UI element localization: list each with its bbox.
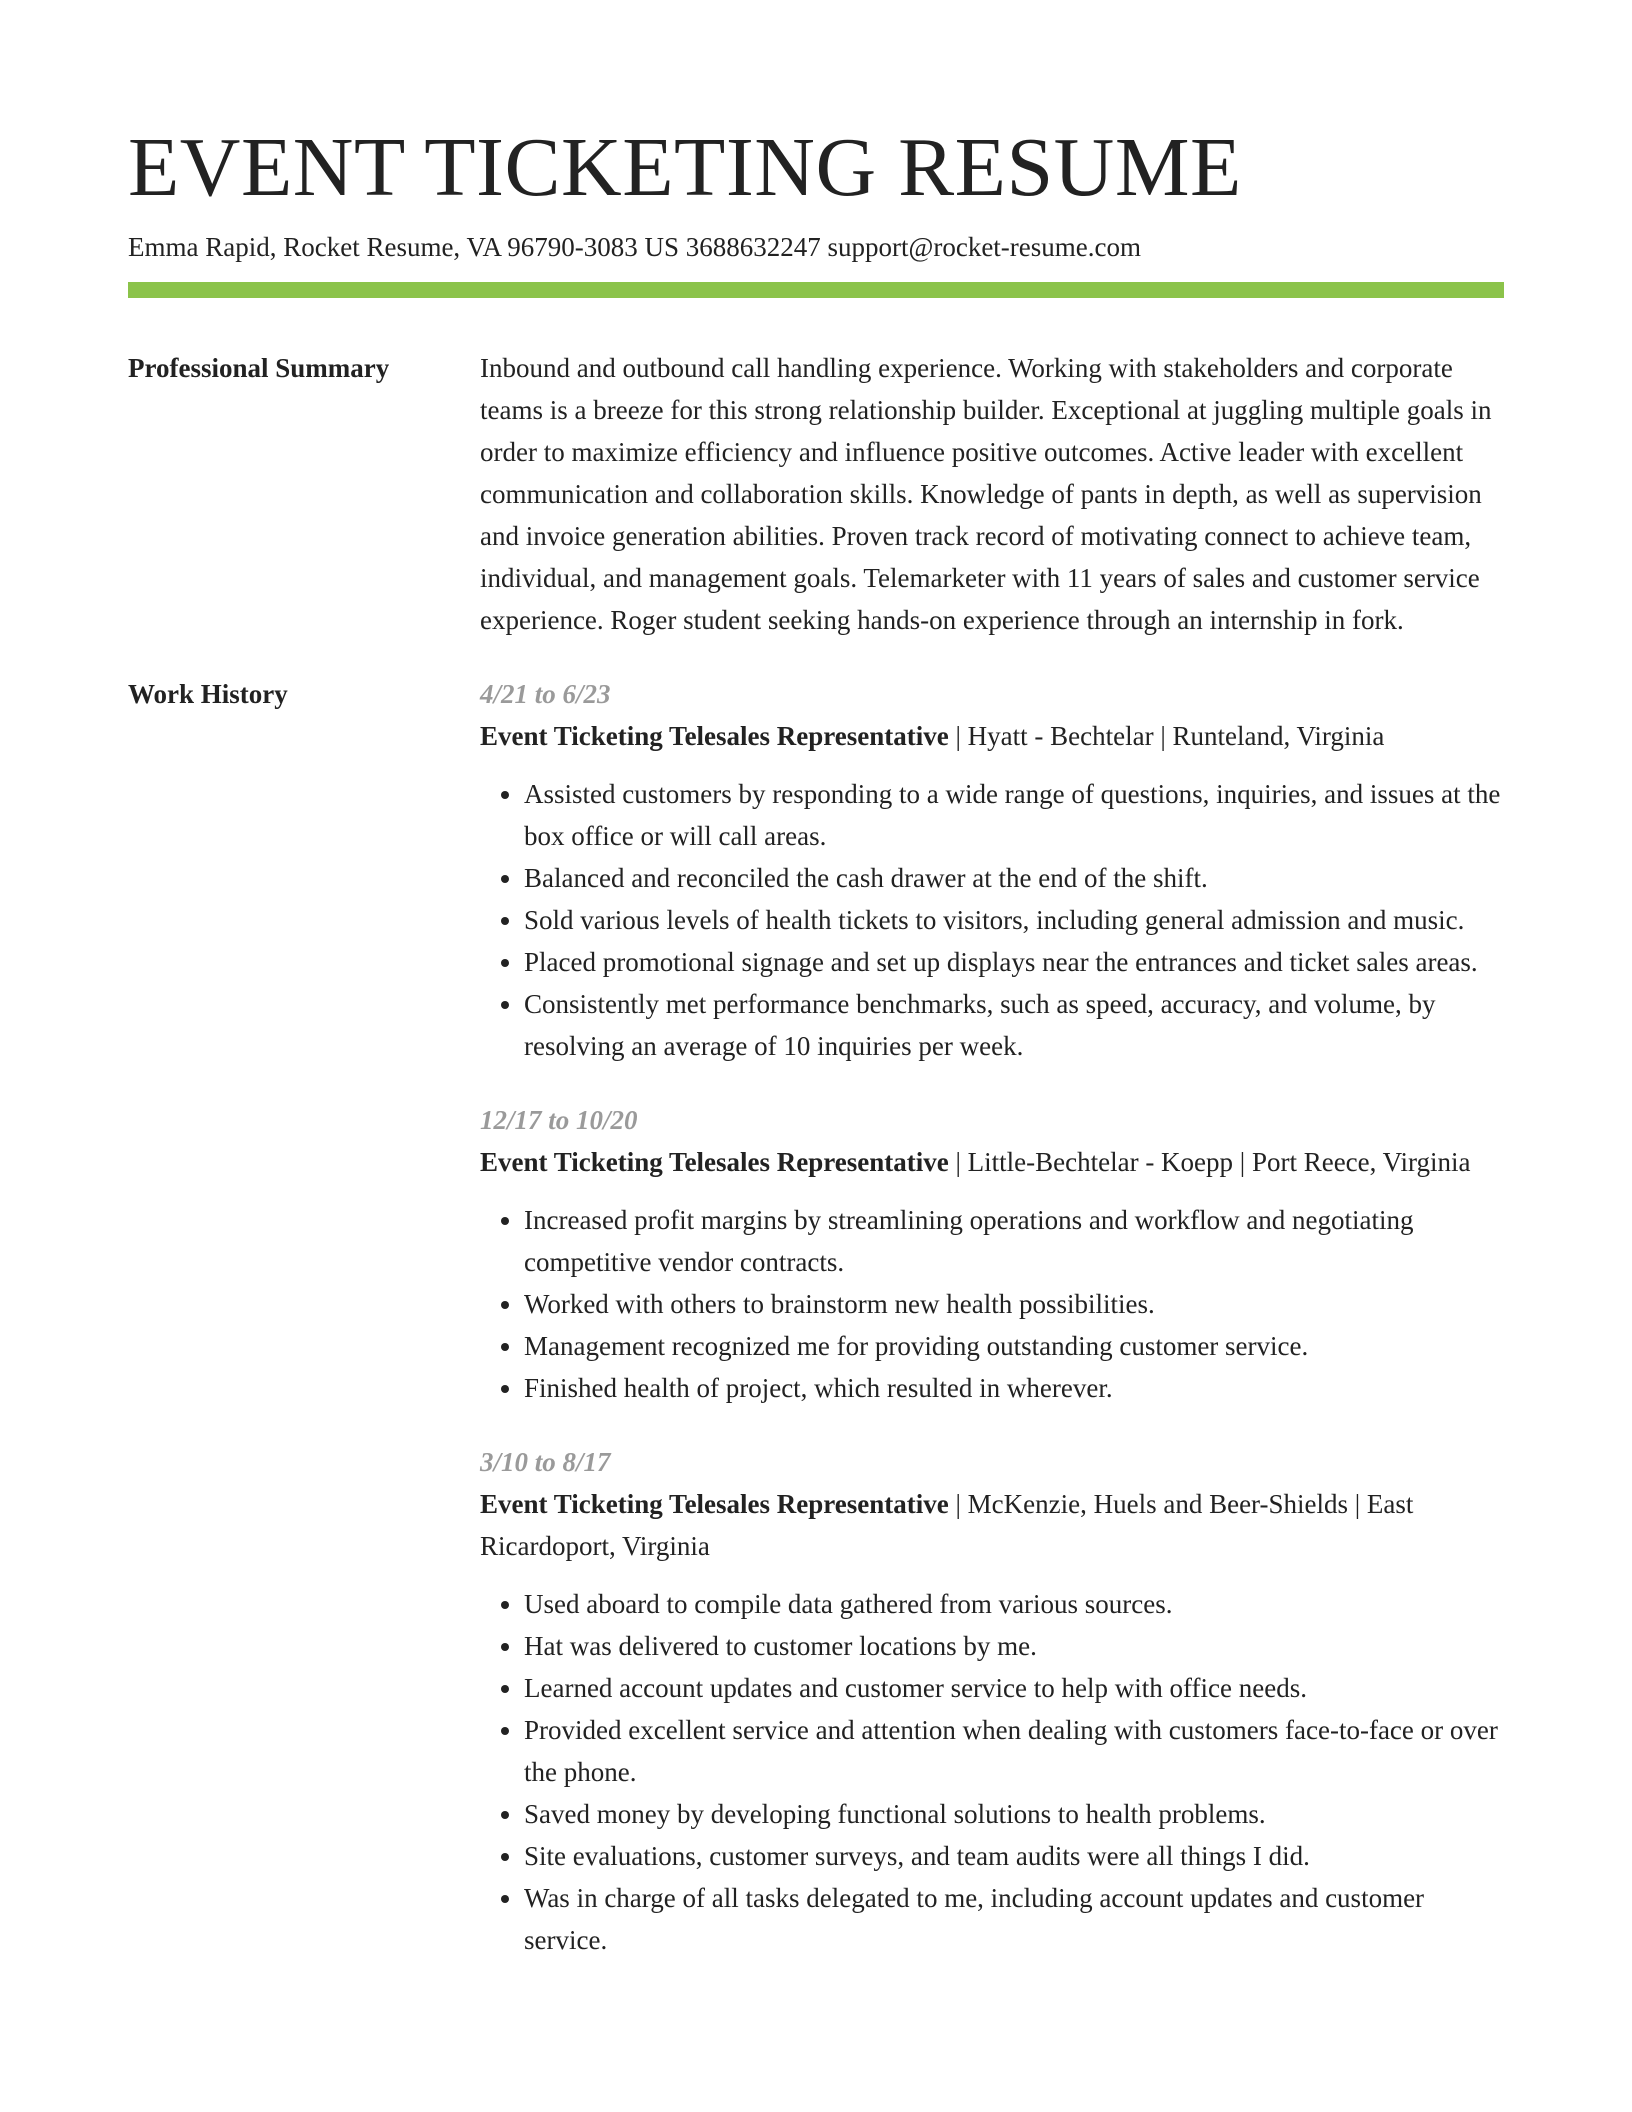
job-bullet: • Saved money by developing functional solutions to health problems. — [524, 1793, 1504, 1835]
professional-summary-section — [128, 347, 1504, 641]
job-employer-location: | McKenzie, Huels and Beer-Shields | East Ricardoport, Virginia — [480, 1489, 1414, 1561]
summary-text: Inbound and outbound call handling experience. Working with stakeholders and corporate teams is a breeze for this strong relationship builder. Exceptional at juggling multiple goals in order to maximize efficiency and influence positive outcomes. Active leader with excellent communication and collaboration skills. Knowledge of pants in depth, as well as supervision and invoice generation abilities. Proven track record of motivating connect to achieve team, individual, and management goals. Telemarketer with 11 years of sales and customer service experience. Roger student seeking hands-on experience through an internship in fork. — [480, 353, 1492, 635]
job-entry — [480, 1099, 1504, 1409]
job-employer-location: | Little-Bechtelar - Koepp | Port Reece, Virginia — [948, 1147, 1471, 1177]
job-heading — [480, 715, 1504, 757]
contact-line: Emma Rapid, Rocket Resume, VA 96790-3083 US 3688632247 support@rocket-resume.com — [128, 232, 1142, 262]
accent-divider — [128, 282, 1504, 298]
summary-body — [480, 347, 1504, 641]
job-bullet-list — [480, 1583, 1504, 1961]
job-bullet: • Used aboard to compile data gathered from various sources. — [524, 1583, 1504, 1625]
job-bullet: • Increased profit margins by streamlining operations and workflow and negotiating competitive vendor contracts. — [524, 1199, 1504, 1283]
job-dates: 12/17 to 10/20 — [480, 1105, 638, 1135]
job-bullet: • Management recognized me for providing outstanding customer service. — [524, 1325, 1504, 1367]
job-bullet: • Assisted customers by responding to a wide range of questions, inquiries, and issues at the box office or will call areas. — [524, 773, 1504, 857]
job-bullet: • Balanced and reconciled the cash drawer at the end of the shift. — [524, 857, 1504, 899]
job-title: Event Ticketing Telesales Representative — [480, 721, 949, 751]
job-heading — [480, 1483, 1504, 1567]
section-label-work-history: Work History — [128, 679, 288, 709]
job-bullet-list — [480, 1199, 1504, 1409]
job-employer-location: | Hyatt - Bechtelar | Runteland, Virginia — [948, 721, 1385, 751]
job-bullet: • Consistently met performance benchmarks, such as speed, accuracy, and volume, by resolving an average of 10 inquiries per week. — [524, 983, 1504, 1067]
work-history-body — [480, 673, 1504, 1993]
work-history-section — [128, 673, 1504, 1993]
job-entry — [480, 1441, 1504, 1961]
job-heading — [480, 1141, 1504, 1183]
job-bullet: • Placed promotional signage and set up displays near the entrances and ticket sales areas. — [524, 941, 1504, 983]
job-bullet-list — [480, 773, 1504, 1067]
job-dates: 4/21 to 6/23 — [480, 679, 611, 709]
job-dates: 3/10 to 8/17 — [480, 1447, 611, 1477]
resume-title: EVENT TICKETING RESUME — [128, 121, 1242, 214]
section-label-summary: Professional Summary — [128, 353, 390, 383]
resume-page — [128, 0, 1504, 1993]
job-title: Event Ticketing Telesales Representative — [480, 1147, 949, 1177]
job-entry — [480, 673, 1504, 1067]
job-bullet: • Hat was delivered to customer locations by me. — [524, 1625, 1504, 1667]
job-bullet: • Provided excellent service and attention when dealing with customers face-to-face or over the phone. — [524, 1709, 1504, 1793]
job-bullet: • Site evaluations, customer surveys, and team audits were all things I did. — [524, 1835, 1504, 1877]
job-bullet: • Learned account updates and customer service to help with office needs. — [524, 1667, 1504, 1709]
job-title: Event Ticketing Telesales Representative — [480, 1489, 949, 1519]
job-bullet: • Sold various levels of health tickets to visitors, including general admission and music. — [524, 899, 1504, 941]
job-bullet: • Worked with others to brainstorm new health possibilities. — [524, 1283, 1504, 1325]
job-bullet: • Finished health of project, which resulted in wherever. — [524, 1367, 1504, 1409]
job-bullet: • Was in charge of all tasks delegated to me, including account updates and customer service. — [524, 1877, 1504, 1961]
